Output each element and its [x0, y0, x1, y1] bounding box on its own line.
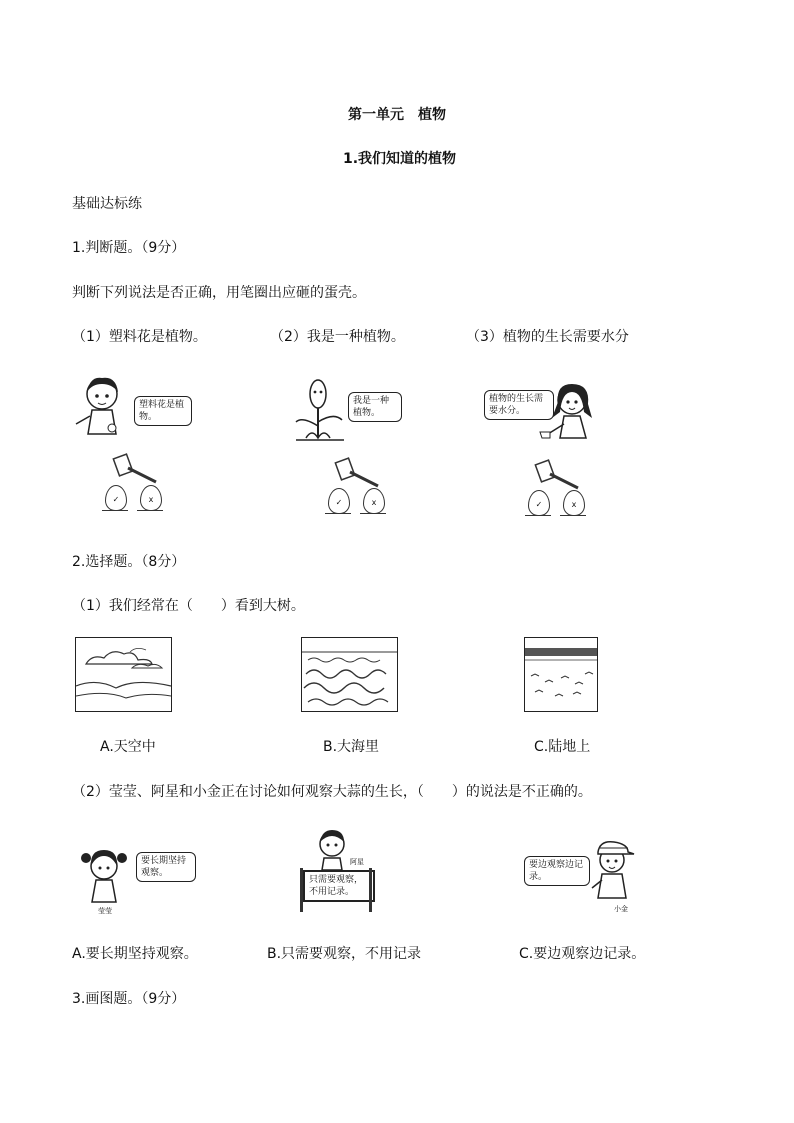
sky-picture[interactable]	[75, 637, 172, 712]
lesson-title: 1.我们知道的植物	[343, 151, 457, 167]
q2-sub2-option-b[interactable]: B.只需要观察，不用记录	[267, 946, 422, 962]
xiaojin-speech: 要边观察边记录。	[524, 856, 590, 886]
yingying-speech: 要长期坚持观察。	[136, 852, 196, 882]
sea-waves-icon	[302, 638, 397, 711]
q2-sub1-question: （1）我们经常在（ ）看到大树。	[72, 598, 305, 614]
q2-sub1-option-b[interactable]: B.大海里	[323, 739, 380, 755]
sky-clouds-icon	[76, 638, 171, 711]
egg-wrong[interactable]: x	[563, 490, 585, 516]
hammer-icon	[534, 458, 582, 492]
q1-instruction: 判断下列说法是否正确，用笔圈出应砸的蛋壳。	[72, 285, 366, 301]
q2-sub1-option-a[interactable]: A.天空中	[100, 739, 156, 755]
land-field-icon	[525, 638, 597, 711]
q1-item-1-speech: 塑料花是植物。	[134, 396, 192, 426]
girl-figure-icon	[72, 372, 132, 442]
land-picture[interactable]	[524, 637, 598, 712]
q1-item-3-label: （3）植物的生长需要水分	[466, 329, 629, 345]
sea-picture[interactable]	[301, 637, 398, 712]
q2-sub1-option-c[interactable]: C.陆地上	[534, 739, 591, 755]
egg-base	[325, 509, 351, 514]
boy-with-cap-icon	[588, 838, 638, 904]
sign-post	[369, 868, 372, 912]
egg-right[interactable]: ✓	[528, 490, 550, 516]
boy-figure-icon	[312, 826, 352, 870]
q2-heading: 2.选择题。（8分）	[72, 554, 186, 570]
axing-sign: 只需要观察，不用记录。	[303, 870, 375, 902]
xiaojin-name: 小金	[614, 905, 628, 913]
unit-title: 第一单元 植物	[348, 107, 446, 123]
egg-right[interactable]: ✓	[105, 485, 127, 511]
q1-item-2-label: （2）我是一种植物。	[270, 329, 405, 345]
hammer-icon	[334, 456, 382, 490]
yingying-name: 莹莹	[98, 907, 112, 915]
egg-base	[525, 511, 551, 516]
girl-watering-icon	[538, 378, 602, 446]
plant-figure-icon	[292, 376, 348, 442]
egg-base	[360, 509, 386, 514]
q1-heading: 1.判断题。（9分）	[72, 240, 186, 256]
q2-sub2-option-c[interactable]: C.要边观察边记录。	[519, 946, 646, 962]
q1-item-3-speech: 植物的生长需要水分。	[484, 390, 554, 420]
q2-sub2-question: （2）莹莹、阿星和小金正在讨论如何观察大蒜的生长，（ ）的说法是不正确的。	[72, 784, 592, 800]
axing-name: 阿星	[350, 858, 364, 866]
egg-base	[560, 511, 586, 516]
q3-heading: 3.画图题。（9分）	[72, 991, 186, 1007]
q2-sub2-option-a[interactable]: A.要长期坚持观察。	[72, 946, 198, 962]
egg-base	[137, 506, 163, 511]
sign-post	[300, 868, 303, 912]
section-title: 基础达标练	[72, 196, 142, 212]
q1-item-2-speech: 我是一种植物。	[348, 392, 402, 422]
egg-right[interactable]: ✓	[328, 488, 350, 514]
hammer-icon	[112, 452, 160, 486]
q1-item-1-label: （1）塑料花是植物。	[72, 329, 207, 345]
egg-wrong[interactable]: x	[363, 488, 385, 514]
egg-wrong[interactable]: x	[140, 485, 162, 511]
girl-figure-icon	[74, 846, 134, 908]
egg-base	[102, 506, 128, 511]
